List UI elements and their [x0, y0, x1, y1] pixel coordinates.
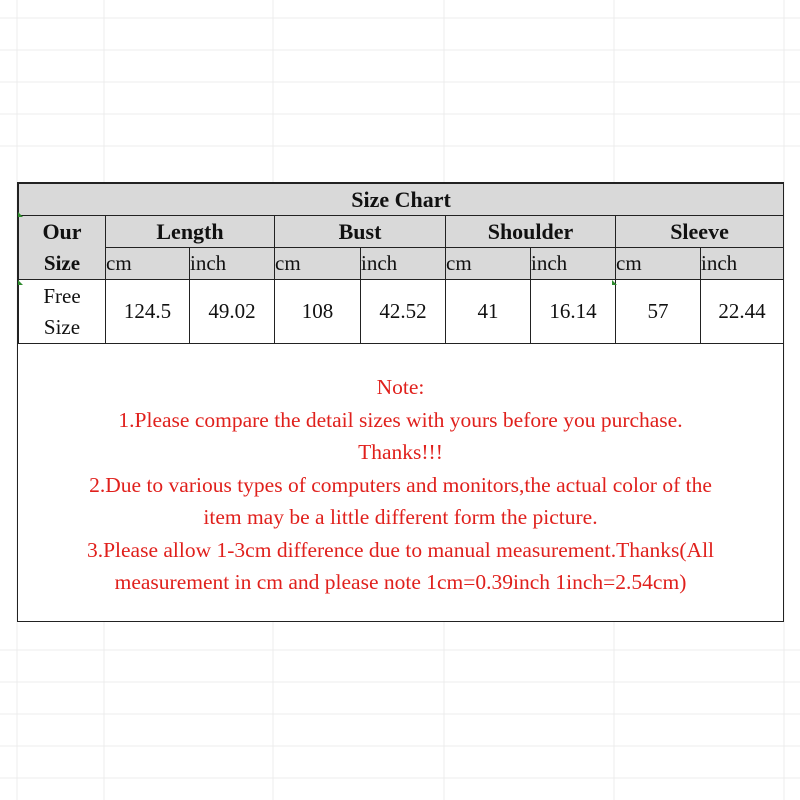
table-row [19, 280, 784, 344]
note-line-2: Thanks!!! [358, 440, 443, 464]
bust-inch-value: 42.52 [361, 280, 446, 344]
header-length: Length [106, 216, 275, 248]
note-block [18, 345, 783, 621]
note-line-5: 3.Please allow 1-3cm difference due to manual measurement.Thanks(All [86, 537, 715, 562]
unit-length-cm: cm [106, 248, 190, 280]
unit-sleeve-inch: inch [701, 248, 784, 280]
size-chart-sheet [17, 182, 784, 622]
note-heading: Note: [376, 375, 425, 399]
cell-comment-marker [18, 212, 23, 217]
shoulder-inch-value: 16.14 [531, 280, 616, 344]
bust-cm-value: 108 [275, 280, 361, 344]
unit-sleeve-cm: cm [616, 248, 701, 280]
cell-comment-marker [612, 280, 617, 285]
unit-shoulder-inch: inch [531, 248, 616, 280]
unit-bust-inch: inch [361, 248, 446, 280]
unit-length-inch: inch [190, 248, 275, 280]
length-cm-value: 124.5 [106, 280, 190, 344]
measurement-header-row [19, 216, 784, 248]
header-sleeve: Sleeve [616, 216, 784, 248]
note-line-3: 2.Due to various types of computers and monitors,the actual color of the [89, 472, 712, 497]
size-name-line2: Size [43, 314, 81, 339]
header-shoulder: Shoulder [446, 216, 616, 248]
title-row [19, 184, 784, 216]
length-inch-value: 49.02 [190, 280, 275, 344]
unit-header-row [19, 248, 784, 280]
corner-header-our: Our [19, 216, 106, 248]
note-line-6: measurement in cm and please note 1cm=0.39inch 1inch=2.54cm) [114, 570, 687, 594]
note-line-1: 1.Please compare the detail sizes with yours before you purchase. [118, 407, 683, 432]
shoulder-cm-value: 41 [446, 280, 531, 344]
size-name-line1: Free [43, 283, 81, 308]
size-name-cell [19, 280, 106, 344]
note-line-4: item may be a little different form the picture. [203, 505, 598, 529]
size-chart-title: Size Chart [19, 184, 784, 216]
unit-shoulder-cm: cm [446, 248, 531, 280]
sleeve-cm-value: 57 [616, 280, 701, 344]
cell-comment-marker [18, 280, 23, 285]
header-bust: Bust [275, 216, 446, 248]
sleeve-inch-value: 22.44 [701, 280, 784, 344]
size-table [18, 183, 784, 344]
corner-header-size: Size [19, 248, 106, 280]
unit-bust-cm: cm [275, 248, 361, 280]
